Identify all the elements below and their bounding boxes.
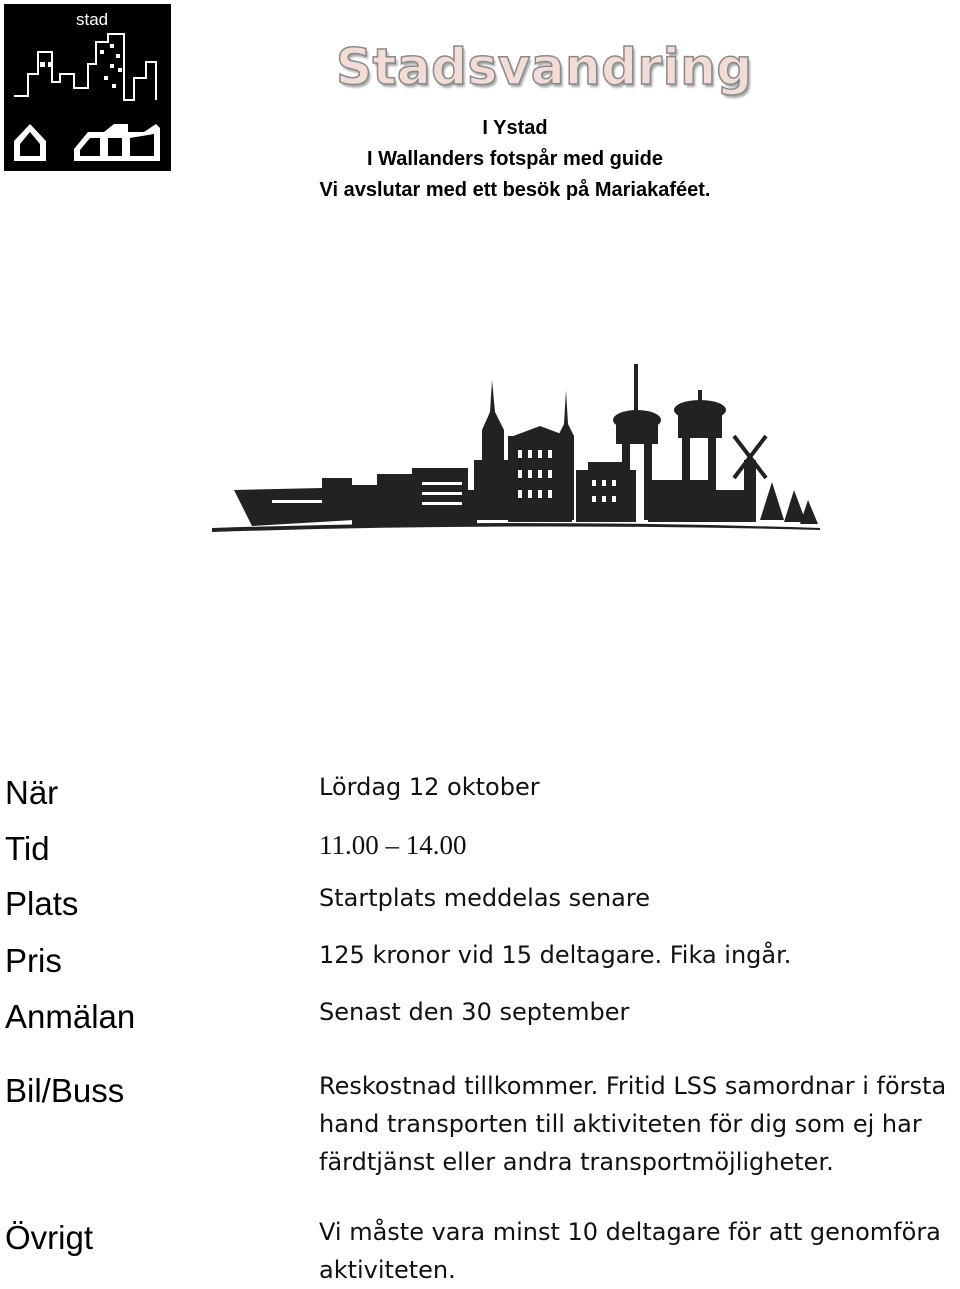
label-ovrigt: Övrigt xyxy=(5,1219,94,1256)
label-plats: Plats xyxy=(5,885,79,922)
value-tid: 11.00 – 14.00 xyxy=(319,830,467,860)
intro-line: Vi avslutar med ett besök på Mariakaféet. xyxy=(319,179,711,201)
label-anmalan: Anmälan xyxy=(5,998,136,1035)
label-pris: Pris xyxy=(5,942,62,979)
intro-line: I Wallanders fotspår med guide xyxy=(367,148,663,170)
label-nar: När xyxy=(5,774,59,811)
label-tid: Tid xyxy=(5,830,50,867)
value-plats: Startplats meddelas senare xyxy=(319,884,650,912)
value-ovrigt: Vi måste vara minst 10 deltagare för att genomföra aktiviteten. xyxy=(319,1218,941,1284)
value-pris: 125 kronor vid 15 deltagare. Fika ingår. xyxy=(319,941,792,969)
value-nar: Lördag 12 oktober xyxy=(319,773,540,801)
logo-word: stad xyxy=(76,10,109,29)
value-bil-buss: Reskostnad tillkommer. Fritid LSS samordnar i första hand transporten till aktiviteten för dig som ej har färdtjänst eller andra transportmöjligheter. xyxy=(319,1072,947,1176)
value-anmalan: Senast den 30 september xyxy=(319,998,630,1026)
intro-text xyxy=(0,113,960,206)
intro-line: I Ystad xyxy=(482,117,548,139)
label-bil-buss: Bil/Buss xyxy=(5,1072,125,1109)
page-title: Stadsvandring xyxy=(336,38,753,96)
ystad-skyline-illustration xyxy=(212,350,822,535)
